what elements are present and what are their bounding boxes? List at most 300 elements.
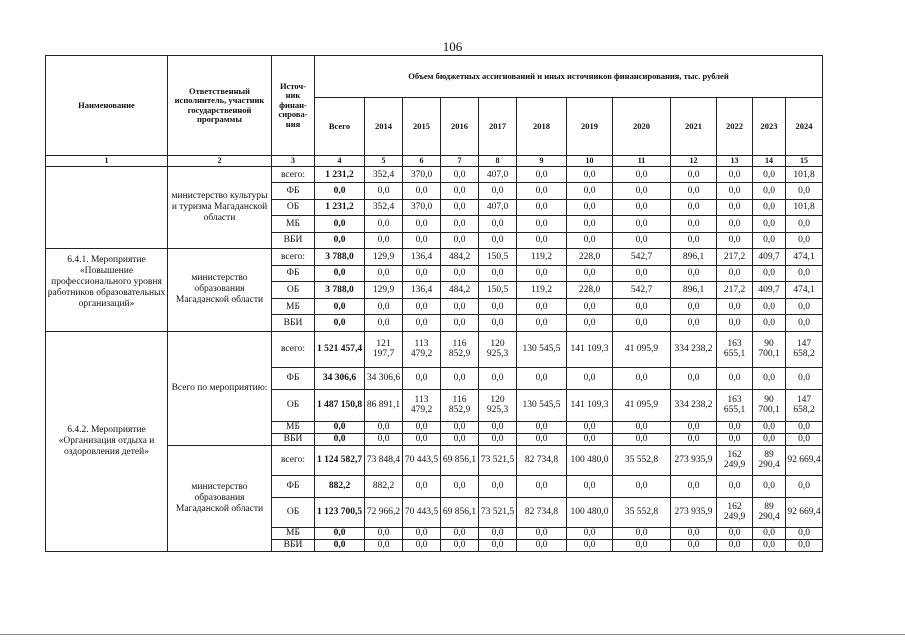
header-year: 2019: [567, 98, 613, 156]
year-value: 136,4: [403, 248, 441, 265]
year-value: 0,0: [403, 315, 441, 332]
year-value: 409,7: [753, 282, 786, 299]
funding-source: ВБИ: [272, 539, 315, 551]
column-number: 2: [168, 156, 272, 167]
total-value: 0,0: [315, 232, 365, 248]
year-value: 0,0: [403, 475, 441, 497]
column-number: 1: [46, 156, 168, 167]
year-value: 0,0: [753, 367, 786, 389]
year-value: 119,2: [517, 282, 567, 299]
total-value: 0,0: [315, 265, 365, 282]
year-value: 0,0: [567, 199, 613, 215]
header-year: 2021: [671, 98, 717, 156]
year-value: 0,0: [365, 421, 403, 433]
year-value: 0,0: [479, 539, 517, 551]
year-value: 0,0: [517, 199, 567, 215]
header-year: 2014: [365, 98, 403, 156]
header-name: Наименование: [46, 56, 168, 156]
year-value: 121 197,7: [365, 331, 403, 367]
year-value: 35 552,8: [613, 445, 671, 475]
column-number: 8: [479, 156, 517, 167]
year-value: 0,0: [753, 298, 786, 315]
year-value: 0,0: [753, 539, 786, 551]
year-value: 0,0: [786, 265, 823, 282]
year-value: 0,0: [441, 298, 479, 315]
responsible-executor: Всего по мероприятию:: [168, 331, 272, 445]
year-value: 0,0: [613, 265, 671, 282]
year-value: 116 852,9: [441, 331, 479, 367]
header-source: Источ-ник финан-сирова-ния: [272, 56, 315, 156]
year-value: 89 290,4: [753, 497, 786, 527]
year-value: 0,0: [753, 475, 786, 497]
year-value: 0,0: [365, 265, 403, 282]
year-value: 100 480,0: [567, 497, 613, 527]
year-value: 0,0: [671, 199, 717, 215]
funding-source: всего:: [272, 248, 315, 265]
year-value: 0,0: [479, 183, 517, 199]
header-responsible: Ответственный исполнитель, участник государственной программы: [168, 56, 272, 156]
year-value: 0,0: [613, 167, 671, 183]
year-value: 0,0: [567, 315, 613, 332]
year-value: 0,0: [717, 475, 753, 497]
year-value: 0,0: [517, 367, 567, 389]
year-value: 0,0: [786, 232, 823, 248]
year-value: 150,5: [479, 282, 517, 299]
header-year: 2016: [441, 98, 479, 156]
total-value: 0,0: [315, 315, 365, 332]
year-value: 0,0: [403, 232, 441, 248]
year-value: 0,0: [567, 298, 613, 315]
year-value: 334 238,2: [671, 331, 717, 367]
year-value: 0,0: [717, 527, 753, 539]
year-value: 0,0: [613, 199, 671, 215]
year-value: 0,0: [441, 475, 479, 497]
year-value: 0,0: [441, 421, 479, 433]
year-value: 334 238,2: [671, 389, 717, 421]
year-value: 0,0: [441, 216, 479, 232]
year-value: 0,0: [671, 421, 717, 433]
year-value: 0,0: [613, 433, 671, 445]
year-value: 0,0: [671, 216, 717, 232]
year-value: 0,0: [753, 216, 786, 232]
year-value: 0,0: [567, 433, 613, 445]
year-value: 113 479,2: [403, 389, 441, 421]
funding-source: всего:: [272, 167, 315, 183]
year-value: 0,0: [365, 298, 403, 315]
total-value: 882,2: [315, 475, 365, 497]
year-value: 0,0: [671, 433, 717, 445]
year-value: 82 734,8: [517, 445, 567, 475]
funding-source: ФБ: [272, 183, 315, 199]
year-value: 0,0: [717, 167, 753, 183]
funding-source: ВБИ: [272, 433, 315, 445]
year-value: 41 095,9: [613, 389, 671, 421]
column-number: 15: [786, 156, 823, 167]
year-value: 73 848,4: [365, 445, 403, 475]
year-value: 92 669,4: [786, 497, 823, 527]
year-value: 0,0: [717, 265, 753, 282]
year-value: 0,0: [567, 265, 613, 282]
year-value: 484,2: [441, 282, 479, 299]
year-value: 896,1: [671, 282, 717, 299]
column-number: 4: [315, 156, 365, 167]
year-value: 0,0: [517, 527, 567, 539]
total-value: 0,0: [315, 216, 365, 232]
year-value: 0,0: [613, 315, 671, 332]
total-value: 0,0: [315, 527, 365, 539]
year-value: 101,8: [786, 199, 823, 215]
year-value: 101,8: [786, 167, 823, 183]
year-value: 273 935,9: [671, 497, 717, 527]
year-value: 542,7: [613, 282, 671, 299]
year-value: 0,0: [441, 265, 479, 282]
year-value: 0,0: [753, 527, 786, 539]
year-value: 73 521,5: [479, 497, 517, 527]
year-value: 0,0: [365, 527, 403, 539]
year-value: 0,0: [786, 433, 823, 445]
year-value: 0,0: [567, 421, 613, 433]
year-value: 0,0: [717, 232, 753, 248]
funding-source: ОБ: [272, 282, 315, 299]
total-value: 1 124 582,7: [315, 445, 365, 475]
year-value: 0,0: [567, 527, 613, 539]
funding-source: ОБ: [272, 497, 315, 527]
year-value: 0,0: [753, 421, 786, 433]
year-value: 0,0: [671, 265, 717, 282]
header-year: 2017: [479, 98, 517, 156]
year-value: 0,0: [403, 265, 441, 282]
year-value: 0,0: [517, 539, 567, 551]
total-value: 0,0: [315, 433, 365, 445]
year-value: 409,7: [753, 248, 786, 265]
year-value: 0,0: [479, 527, 517, 539]
year-value: 0,0: [441, 539, 479, 551]
year-value: 0,0: [479, 421, 517, 433]
year-value: 0,0: [441, 367, 479, 389]
year-value: 0,0: [671, 167, 717, 183]
year-value: 0,0: [613, 475, 671, 497]
year-value: 542,7: [613, 248, 671, 265]
year-value: 0,0: [717, 298, 753, 315]
year-value: 0,0: [517, 421, 567, 433]
year-value: 0,0: [671, 475, 717, 497]
total-value: 0,0: [315, 539, 365, 551]
year-value: 0,0: [717, 421, 753, 433]
responsible-executor: министерство культуры и туризма Магаданской области: [168, 167, 272, 249]
column-number: 12: [671, 156, 717, 167]
year-value: 130 545,5: [517, 389, 567, 421]
year-value: 0,0: [753, 265, 786, 282]
year-value: 0,0: [479, 367, 517, 389]
funding-source: МБ: [272, 527, 315, 539]
budget-table: [45, 55, 823, 552]
year-value: 0,0: [753, 315, 786, 332]
year-value: 0,0: [403, 367, 441, 389]
year-value: 35 552,8: [613, 497, 671, 527]
header-year: 2020: [613, 98, 671, 156]
year-value: 0,0: [671, 315, 717, 332]
year-value: 228,0: [567, 248, 613, 265]
year-value: 0,0: [365, 539, 403, 551]
year-value: 0,0: [403, 298, 441, 315]
year-value: 0,0: [717, 539, 753, 551]
year-value: 0,0: [786, 475, 823, 497]
total-value: 1 123 700,5: [315, 497, 365, 527]
year-value: 141 109,3: [567, 389, 613, 421]
year-value: 69 856,1: [441, 445, 479, 475]
year-value: 0,0: [717, 315, 753, 332]
header-year: 2022: [717, 98, 753, 156]
year-value: 136,4: [403, 282, 441, 299]
year-value: 0,0: [517, 183, 567, 199]
year-value: 0,0: [717, 183, 753, 199]
column-number: 11: [613, 156, 671, 167]
year-value: 0,0: [717, 199, 753, 215]
year-value: 217,2: [717, 248, 753, 265]
year-value: 0,0: [717, 216, 753, 232]
year-value: 120 925,3: [479, 331, 517, 367]
year-value: 0,0: [753, 199, 786, 215]
year-value: 0,0: [403, 216, 441, 232]
year-value: 0,0: [403, 421, 441, 433]
year-value: 162 249,9: [717, 497, 753, 527]
year-value: 0,0: [753, 183, 786, 199]
year-value: 474,1: [786, 248, 823, 265]
year-value: 72 966,2: [365, 497, 403, 527]
funding-source: ФБ: [272, 367, 315, 389]
year-value: 141 109,3: [567, 331, 613, 367]
year-value: 0,0: [441, 199, 479, 215]
year-value: 882,2: [365, 475, 403, 497]
year-value: 352,4: [365, 167, 403, 183]
year-value: 273 935,9: [671, 445, 717, 475]
year-value: 0,0: [517, 298, 567, 315]
year-value: 90 700,1: [753, 331, 786, 367]
year-value: 0,0: [567, 367, 613, 389]
year-value: 0,0: [786, 367, 823, 389]
year-value: 0,0: [613, 539, 671, 551]
year-value: 0,0: [717, 433, 753, 445]
column-number: 14: [753, 156, 786, 167]
total-value: 34 306,6: [315, 367, 365, 389]
year-value: 0,0: [786, 527, 823, 539]
column-number: 6: [403, 156, 441, 167]
year-value: 129,9: [365, 248, 403, 265]
page-bottom-rule: [0, 634, 905, 635]
page-number: 106: [442, 39, 463, 54]
year-value: 0,0: [441, 183, 479, 199]
year-value: 41 095,9: [613, 331, 671, 367]
funding-source: ФБ: [272, 265, 315, 282]
funding-source: МБ: [272, 216, 315, 232]
year-value: 0,0: [567, 183, 613, 199]
header-volume: Объем бюджетных ассигнований и иных источников финансирования, тыс. рублей: [315, 56, 823, 98]
total-value: 3 788,0: [315, 282, 365, 299]
header-year: 2018: [517, 98, 567, 156]
year-value: 0,0: [671, 232, 717, 248]
year-value: 0,0: [441, 315, 479, 332]
column-number: 10: [567, 156, 613, 167]
year-value: 228,0: [567, 282, 613, 299]
table-row: [46, 331, 823, 367]
year-value: 162 249,9: [717, 445, 753, 475]
year-value: 896,1: [671, 248, 717, 265]
total-value: 0,0: [315, 298, 365, 315]
year-value: 0,0: [365, 183, 403, 199]
year-value: 474,1: [786, 282, 823, 299]
year-value: 0,0: [517, 475, 567, 497]
year-value: 0,0: [671, 527, 717, 539]
year-value: 0,0: [403, 527, 441, 539]
total-value: 1 231,2: [315, 167, 365, 183]
total-value: 1 487 150,8: [315, 389, 365, 421]
year-value: 70 443,5: [403, 445, 441, 475]
funding-source: МБ: [272, 298, 315, 315]
year-value: 163 655,1: [717, 331, 753, 367]
year-value: 0,0: [441, 527, 479, 539]
year-value: 119,2: [517, 248, 567, 265]
column-number: 7: [441, 156, 479, 167]
year-value: 0,0: [479, 298, 517, 315]
year-value: 0,0: [517, 265, 567, 282]
year-value: 484,2: [441, 248, 479, 265]
responsible-executor: министерство образования Магаданской области: [168, 248, 272, 331]
year-value: 0,0: [365, 433, 403, 445]
year-value: 0,0: [613, 527, 671, 539]
year-value: 0,0: [786, 421, 823, 433]
year-value: 407,0: [479, 167, 517, 183]
year-value: 70 443,5: [403, 497, 441, 527]
year-value: 120 925,3: [479, 389, 517, 421]
year-value: 0,0: [567, 216, 613, 232]
year-value: 129,9: [365, 282, 403, 299]
total-value: 3 788,0: [315, 248, 365, 265]
year-value: 0,0: [786, 539, 823, 551]
year-value: 0,0: [753, 433, 786, 445]
total-value: 1 521 457,4: [315, 331, 365, 367]
total-value: 1 231,2: [315, 199, 365, 215]
year-value: 0,0: [517, 433, 567, 445]
year-value: 0,0: [517, 232, 567, 248]
year-value: 0,0: [479, 216, 517, 232]
table-row: [46, 248, 823, 265]
year-value: 0,0: [786, 216, 823, 232]
header-year: 2023: [753, 98, 786, 156]
year-value: 90 700,1: [753, 389, 786, 421]
year-value: 163 655,1: [717, 389, 753, 421]
year-value: 0,0: [567, 539, 613, 551]
year-value: 0,0: [753, 167, 786, 183]
year-value: 0,0: [717, 367, 753, 389]
year-value: 0,0: [613, 216, 671, 232]
year-value: 0,0: [671, 539, 717, 551]
funding-source: ОБ: [272, 199, 315, 215]
funding-source: ФБ: [272, 475, 315, 497]
year-value: 0,0: [365, 232, 403, 248]
funding-source: МБ: [272, 421, 315, 433]
year-value: 0,0: [479, 475, 517, 497]
year-value: 0,0: [613, 232, 671, 248]
year-value: 370,0: [403, 199, 441, 215]
year-value: 0,0: [441, 433, 479, 445]
year-value: 0,0: [441, 167, 479, 183]
column-number: 13: [717, 156, 753, 167]
year-value: 352,4: [365, 199, 403, 215]
activity-name: 6.4.1. Мероприятие «Повышение профессионального уровня работников образовательных организаций»: [46, 248, 168, 331]
year-value: 147 658,2: [786, 389, 823, 421]
funding-source: всего:: [272, 331, 315, 367]
year-value: 73 521,5: [479, 445, 517, 475]
year-value: 0,0: [567, 475, 613, 497]
year-value: 0,0: [567, 232, 613, 248]
year-value: 130 545,5: [517, 331, 567, 367]
year-value: 100 480,0: [567, 445, 613, 475]
year-value: 0,0: [567, 167, 613, 183]
activity-name: 6.4.2. Мероприятие «Организация отдыха и оздоровления детей»: [46, 331, 168, 551]
total-value: 0,0: [315, 421, 365, 433]
year-value: 0,0: [479, 433, 517, 445]
year-value: 116 852,9: [441, 389, 479, 421]
year-value: 0,0: [671, 298, 717, 315]
year-value: 0,0: [403, 183, 441, 199]
header-year: 2015: [403, 98, 441, 156]
column-number: 5: [365, 156, 403, 167]
year-value: 147 658,2: [786, 331, 823, 367]
year-value: 150,5: [479, 248, 517, 265]
year-value: 0,0: [365, 216, 403, 232]
column-number: 3: [272, 156, 315, 167]
responsible-executor: министерство образования Магаданской области: [168, 445, 272, 551]
year-value: 0,0: [753, 232, 786, 248]
year-value: 0,0: [403, 539, 441, 551]
funding-source: ОБ: [272, 389, 315, 421]
year-value: 407,0: [479, 199, 517, 215]
year-value: 0,0: [786, 298, 823, 315]
year-value: 86 891,1: [365, 389, 403, 421]
year-value: 0,0: [613, 298, 671, 315]
year-value: 0,0: [479, 315, 517, 332]
year-value: 89 290,4: [753, 445, 786, 475]
year-value: 0,0: [517, 167, 567, 183]
year-value: 0,0: [786, 183, 823, 199]
year-value: 0,0: [479, 232, 517, 248]
funding-source: ВБИ: [272, 232, 315, 248]
year-value: 0,0: [613, 367, 671, 389]
year-value: 0,0: [671, 183, 717, 199]
funding-source: ВБИ: [272, 315, 315, 332]
header-year: 2024: [786, 98, 823, 156]
activity-name: [46, 167, 168, 249]
year-value: 0,0: [613, 183, 671, 199]
year-value: 0,0: [786, 315, 823, 332]
year-value: 0,0: [403, 433, 441, 445]
total-value: 0,0: [315, 183, 365, 199]
year-value: 0,0: [479, 265, 517, 282]
funding-source: всего:: [272, 445, 315, 475]
year-value: 34 306,6: [365, 367, 403, 389]
year-value: 92 669,4: [786, 445, 823, 475]
year-value: 82 734,8: [517, 497, 567, 527]
column-number: 9: [517, 156, 567, 167]
header-total: Всего: [315, 98, 365, 156]
year-value: 217,2: [717, 282, 753, 299]
year-value: 370,0: [403, 167, 441, 183]
table-row: [46, 167, 823, 183]
year-value: 0,0: [671, 367, 717, 389]
year-value: 113 479,2: [403, 331, 441, 367]
year-value: 0,0: [441, 232, 479, 248]
year-value: 69 856,1: [441, 497, 479, 527]
